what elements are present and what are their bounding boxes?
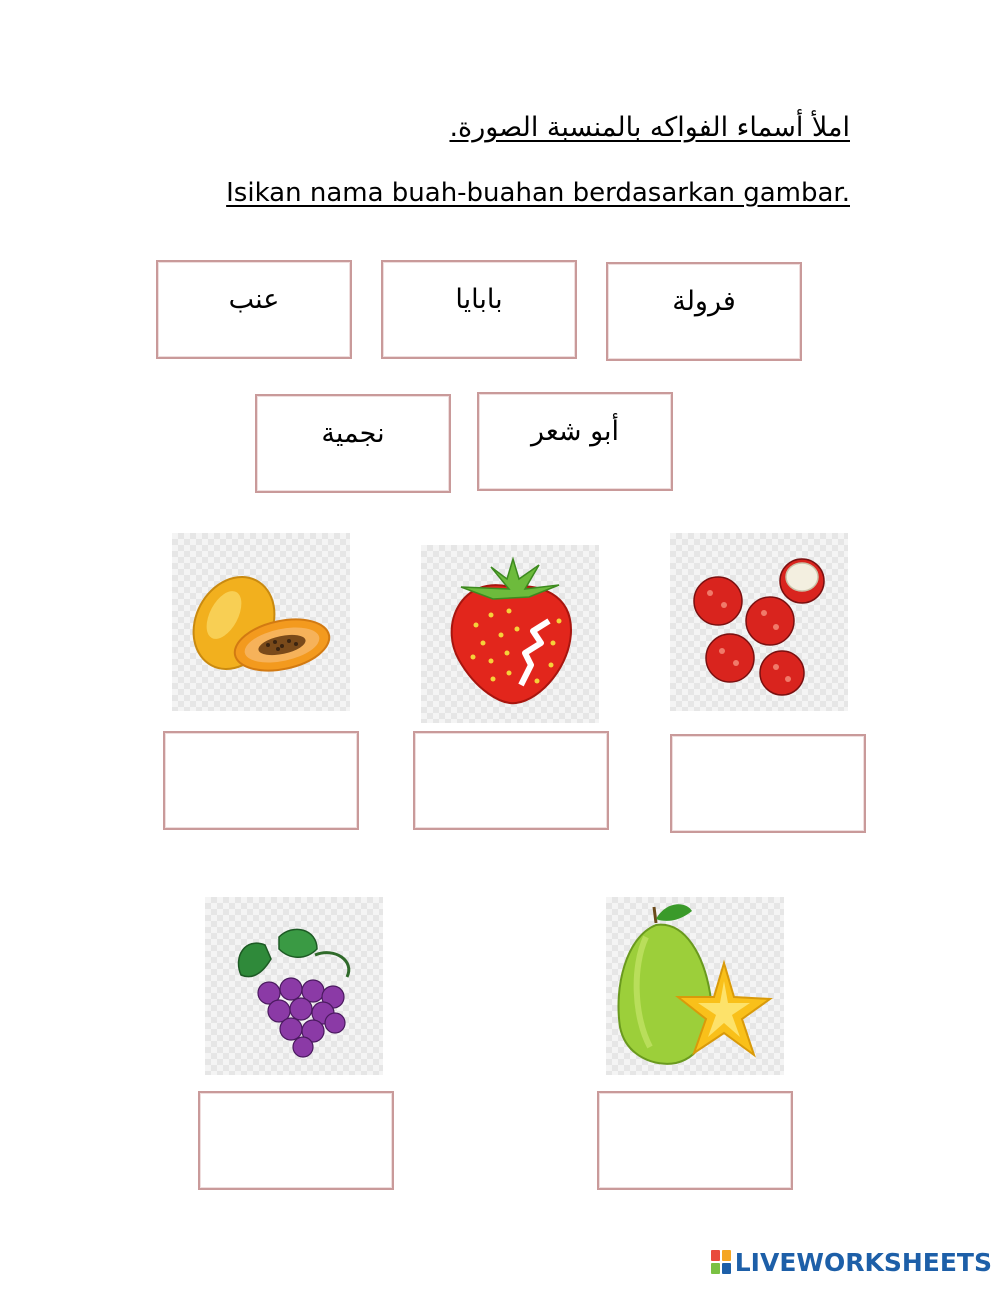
word-bank-word: عنب <box>228 284 280 315</box>
papaya-picture <box>172 533 350 711</box>
word-bank-word: بابايا <box>455 284 503 315</box>
starfruit-guava-picture <box>606 897 784 1075</box>
instruction-arabic: املأ أسماء الفواكه بالمنسبة الصورة. <box>449 112 850 143</box>
papaya-icon <box>172 533 350 711</box>
starfruit-guava-icon <box>606 897 784 1075</box>
strawberry-picture <box>421 545 599 723</box>
grapes-picture <box>205 897 383 1075</box>
word-bank-card <box>477 392 673 491</box>
answer-box-papaya[interactable] <box>163 731 359 830</box>
word-bank-word: أبو شعر <box>530 416 620 447</box>
word-bank-card <box>381 260 577 359</box>
answer-box-strawberry[interactable] <box>413 731 609 830</box>
answer-box-rambutan[interactable] <box>670 734 866 833</box>
strawberry-icon <box>421 545 599 723</box>
word-bank-card <box>156 260 352 359</box>
word-bank-word: فرولة <box>672 286 736 317</box>
liveworksheets-wordmark: LIVEWORKSHEETS <box>734 1247 992 1277</box>
word-bank-word: نجمية <box>321 418 385 449</box>
word-bank-card <box>606 262 802 361</box>
answer-box-starfruit[interactable] <box>597 1091 793 1190</box>
answer-box-grapes[interactable] <box>198 1091 394 1190</box>
word-bank-card <box>255 394 451 493</box>
grapes-icon <box>205 897 383 1075</box>
liveworksheets-logo <box>711 1247 992 1277</box>
instruction-malay: Isikan nama buah-buahan berdasarkan gambar. <box>226 178 850 208</box>
rambutan-icon <box>670 533 848 711</box>
liveworksheets-mark-icon <box>711 1250 731 1274</box>
rambutan-picture <box>670 533 848 711</box>
